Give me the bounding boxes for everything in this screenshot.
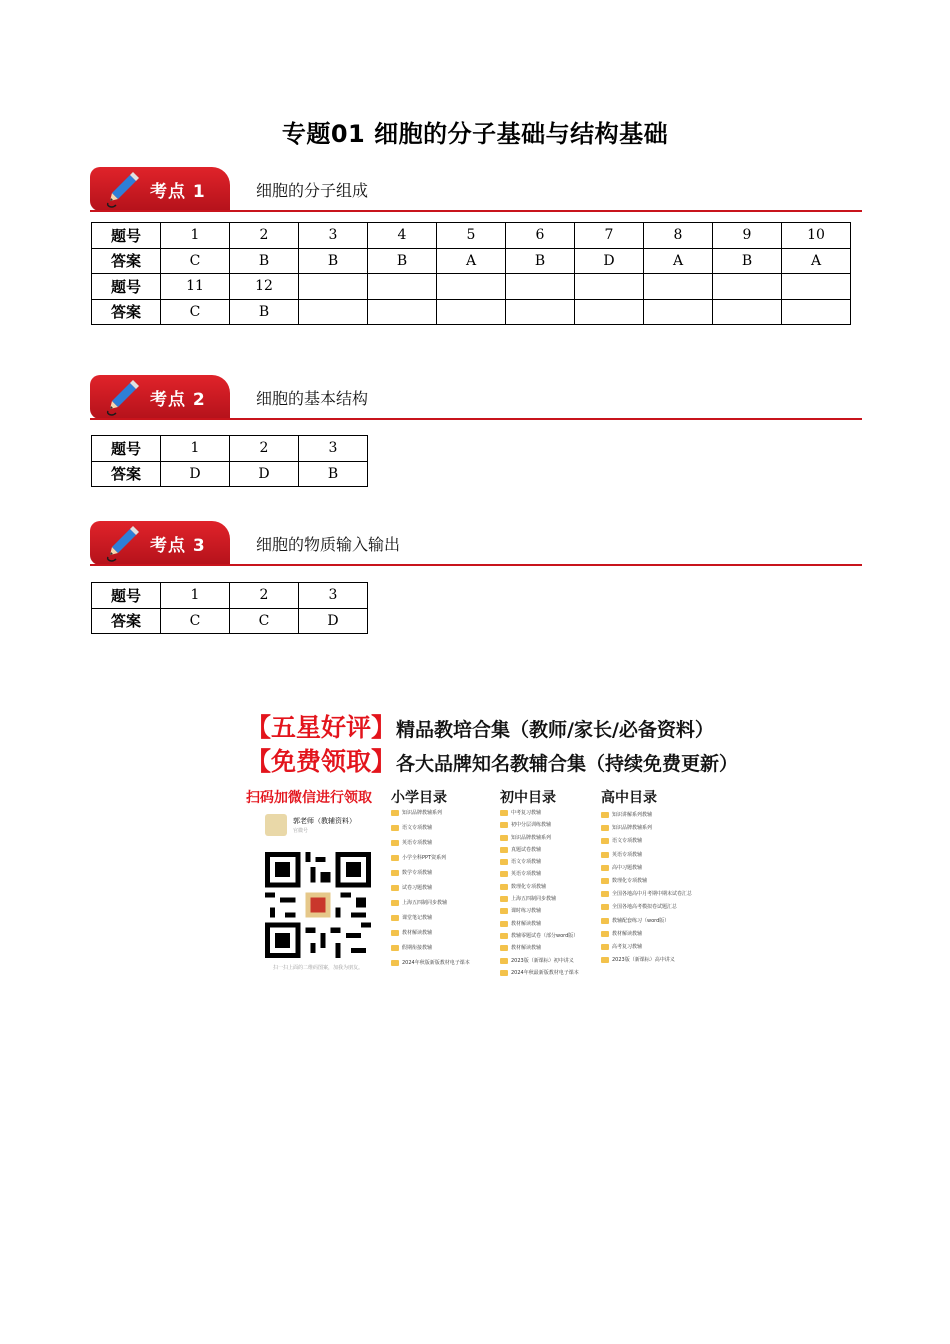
question-number (437, 274, 506, 300)
folder-icon (601, 931, 609, 937)
folder-icon (500, 859, 508, 865)
folder-icon (500, 970, 508, 976)
section-title: 细胞的分子组成 (256, 181, 369, 200)
list-item: 假期衔接教辅 (391, 945, 470, 960)
list-item: 初中分层训练教辅 (500, 822, 579, 834)
folder-icon (601, 904, 609, 910)
page-title: 专题01 细胞的分子基础与结构基础 (281, 120, 669, 148)
list-item: 教辅配套练习（word版） (601, 918, 692, 931)
header-divider (90, 418, 862, 420)
question-number (368, 274, 437, 300)
folder-icon (391, 870, 399, 876)
folder-icon (500, 921, 508, 927)
promo-highlight: 【免费领取】 (246, 747, 397, 776)
list-item: 语文专项教辅 (500, 859, 579, 871)
folder-icon (500, 945, 508, 951)
list-item: 高中习题教辅 (601, 865, 692, 878)
header-label: 题号 (92, 223, 161, 249)
answer-cell: B (713, 248, 782, 274)
section-badge (90, 375, 230, 419)
column-title-junior: 初中目录 (500, 790, 556, 806)
table-row (92, 583, 368, 609)
table-row (92, 608, 368, 634)
answer-cell (506, 299, 575, 325)
folder-list-senior (601, 812, 692, 970)
answer-label: 答案 (92, 248, 161, 274)
question-number: 2 (230, 436, 299, 462)
folder-icon (601, 852, 609, 858)
table-row (92, 274, 851, 300)
answer-cell: D (230, 461, 299, 487)
answer-table-1 (91, 222, 851, 325)
question-number (713, 274, 782, 300)
folder-icon (500, 884, 508, 890)
folder-icon (500, 933, 508, 939)
list-item: 真题试卷教辅 (500, 847, 579, 859)
list-item: 英语专项教辅 (500, 871, 579, 883)
answer-cell: D (575, 248, 644, 274)
section-header-1 (90, 167, 862, 213)
list-item: 知识品牌教辅系列 (391, 810, 470, 825)
list-item: 教辅零题试卷（部分word版） (500, 933, 579, 945)
list-item: 课堂笔记教辅 (391, 915, 470, 930)
answer-cell: B (230, 299, 299, 325)
table-row (92, 461, 368, 487)
list-item: 语文专项教辅 (601, 838, 692, 851)
section-title: 细胞的基本结构 (256, 389, 369, 408)
list-item: 2024年秋版新版教材电子课本 (391, 960, 470, 975)
question-number: 4 (368, 223, 437, 249)
folder-icon (601, 812, 609, 818)
list-item: 教材解读教辅 (500, 945, 579, 957)
answer-cell: C (161, 299, 230, 325)
question-number: 3 (299, 223, 368, 249)
section-badge (90, 167, 230, 211)
question-number: 9 (713, 223, 782, 249)
header-label: 题号 (92, 436, 161, 462)
header-divider (90, 564, 862, 566)
folder-icon (601, 865, 609, 871)
section-badge (90, 521, 230, 565)
list-item: 全国各地高中月考期中期末试卷汇总 (601, 891, 692, 904)
section-header-2 (90, 375, 862, 421)
folder-icon (601, 918, 609, 924)
pencil-icon (102, 523, 142, 563)
answer-cell: B (368, 248, 437, 274)
list-item: 数学专项教辅 (391, 870, 470, 885)
column-title-senior: 高中目录 (601, 790, 657, 806)
folder-icon (500, 810, 508, 816)
list-item: 教材解读教辅 (601, 931, 692, 944)
folder-list-junior (500, 810, 579, 982)
list-item: 教材解读教辅 (391, 930, 470, 945)
header-label: 题号 (92, 583, 161, 609)
promo-banner (243, 700, 739, 976)
question-number (299, 274, 368, 300)
list-item: 试卷习题教辅 (391, 885, 470, 900)
pencil-icon (102, 377, 142, 417)
answer-label: 答案 (92, 299, 161, 325)
question-number: 1 (161, 223, 230, 249)
list-item: 教材解读教辅 (500, 921, 579, 933)
badge-label: 考点 2 (150, 390, 206, 410)
folder-list-primary (391, 810, 470, 975)
answer-cell: C (230, 608, 299, 634)
folder-icon (391, 885, 399, 891)
header-label: 题号 (92, 274, 161, 300)
table-row (92, 436, 368, 462)
answer-cell: C (161, 608, 230, 634)
badge-label: 考点 1 (150, 182, 206, 202)
list-item: 数理化专项教辅 (500, 884, 579, 896)
promo-highlight: 【五星好评】 (246, 713, 397, 742)
header-divider (90, 210, 862, 212)
question-number (506, 274, 575, 300)
list-item: 小学全科PPT资系列 (391, 855, 470, 870)
folder-icon (391, 840, 399, 846)
table-row (92, 223, 851, 249)
answer-cell: B (299, 248, 368, 274)
question-number: 8 (644, 223, 713, 249)
answer-cell (782, 299, 851, 325)
question-number: 1 (161, 583, 230, 609)
answer-cell: D (299, 608, 368, 634)
list-item: 2024年秋最新版教材电子课本 (500, 970, 579, 982)
answer-label: 答案 (92, 461, 161, 487)
answer-label: 答案 (92, 608, 161, 634)
question-number: 2 (230, 583, 299, 609)
column-title-primary: 小学目录 (391, 790, 447, 806)
list-item: 语文专项教辅 (391, 825, 470, 840)
list-item: 知识品牌教辅系列 (601, 825, 692, 838)
promo-text: 精品教培合集（教师/家长/必备资料） (396, 719, 714, 741)
question-number: 3 (299, 583, 368, 609)
folder-icon (601, 891, 609, 897)
badge-label: 考点 3 (150, 536, 206, 556)
folder-icon (500, 896, 508, 902)
folder-icon (601, 825, 609, 831)
question-number: 10 (782, 223, 851, 249)
answer-cell: A (644, 248, 713, 274)
folder-icon (500, 958, 508, 964)
list-item: 英语专项教辅 (391, 840, 470, 855)
promo-line-2 (246, 742, 738, 778)
folder-icon (391, 930, 399, 936)
section-title: 细胞的物质输入输出 (256, 535, 401, 554)
answer-cell: C (161, 248, 230, 274)
question-number: 6 (506, 223, 575, 249)
list-item: 课时练习教辅 (500, 908, 579, 920)
qr-caption: 扫一扫上面的二维码图案，加我为朋友。 (273, 965, 364, 971)
question-number (782, 274, 851, 300)
list-item: 2023版（新课标）初中讲义 (500, 958, 579, 970)
answer-cell: D (161, 461, 230, 487)
promo-line-1 (246, 708, 714, 744)
question-number (575, 274, 644, 300)
folder-icon (500, 908, 508, 914)
folder-icon (500, 822, 508, 828)
folder-icon (500, 835, 508, 841)
answer-cell (644, 299, 713, 325)
folder-icon (601, 838, 609, 844)
answer-cell: B (299, 461, 368, 487)
list-item: 知识品牌教辅系列 (500, 835, 579, 847)
pencil-icon (102, 169, 142, 209)
folder-icon (601, 878, 609, 884)
table-row (92, 248, 851, 274)
question-number (644, 274, 713, 300)
answer-cell: A (437, 248, 506, 274)
list-item: 上海五四制同步教辅 (391, 900, 470, 915)
folder-icon (391, 810, 399, 816)
answer-cell (713, 299, 782, 325)
folder-icon (601, 944, 609, 950)
answer-cell (368, 299, 437, 325)
list-item: 高考复习教辅 (601, 944, 692, 957)
answer-cell: B (230, 248, 299, 274)
section-header-3 (90, 521, 862, 567)
answer-cell: A (782, 248, 851, 274)
answer-cell: B (506, 248, 575, 274)
qr-code-icon (265, 852, 371, 958)
list-item: 数理化专项教辅 (601, 878, 692, 891)
list-item: 上海五四制同步教辅 (500, 896, 579, 908)
list-item: 英语专项教辅 (601, 852, 692, 865)
folder-icon (391, 855, 399, 861)
folder-icon (500, 847, 508, 853)
folder-icon (391, 825, 399, 831)
profile-subtitle: 官微号 (293, 828, 309, 834)
list-item: 全国各地高考模拟卷试题汇总 (601, 904, 692, 917)
folder-icon (391, 915, 399, 921)
answer-cell (437, 299, 506, 325)
table-row (92, 299, 851, 325)
folder-icon (601, 957, 609, 963)
question-number: 5 (437, 223, 506, 249)
answer-cell (299, 299, 368, 325)
list-item: 中考复习教辅 (500, 810, 579, 822)
avatar (265, 814, 287, 836)
answer-table-2 (91, 435, 368, 487)
folder-icon (391, 960, 399, 966)
folder-icon (500, 871, 508, 877)
answer-cell (575, 299, 644, 325)
question-number: 12 (230, 274, 299, 300)
question-number: 11 (161, 274, 230, 300)
question-number: 7 (575, 223, 644, 249)
list-item: 知识讲解系列教辅 (601, 812, 692, 825)
question-number: 2 (230, 223, 299, 249)
folder-icon (391, 900, 399, 906)
promo-text: 各大品牌知名教辅合集（持续免费更新） (396, 753, 739, 775)
answer-table-3 (91, 582, 368, 634)
folder-icon (391, 945, 399, 951)
question-number: 3 (299, 436, 368, 462)
profile-name: 郭老师（教辅资料） (293, 817, 356, 825)
question-number: 1 (161, 436, 230, 462)
scan-instruction: 扫码加微信进行领取 (246, 790, 372, 806)
list-item: 2023版（新课标）高中讲义 (601, 957, 692, 970)
